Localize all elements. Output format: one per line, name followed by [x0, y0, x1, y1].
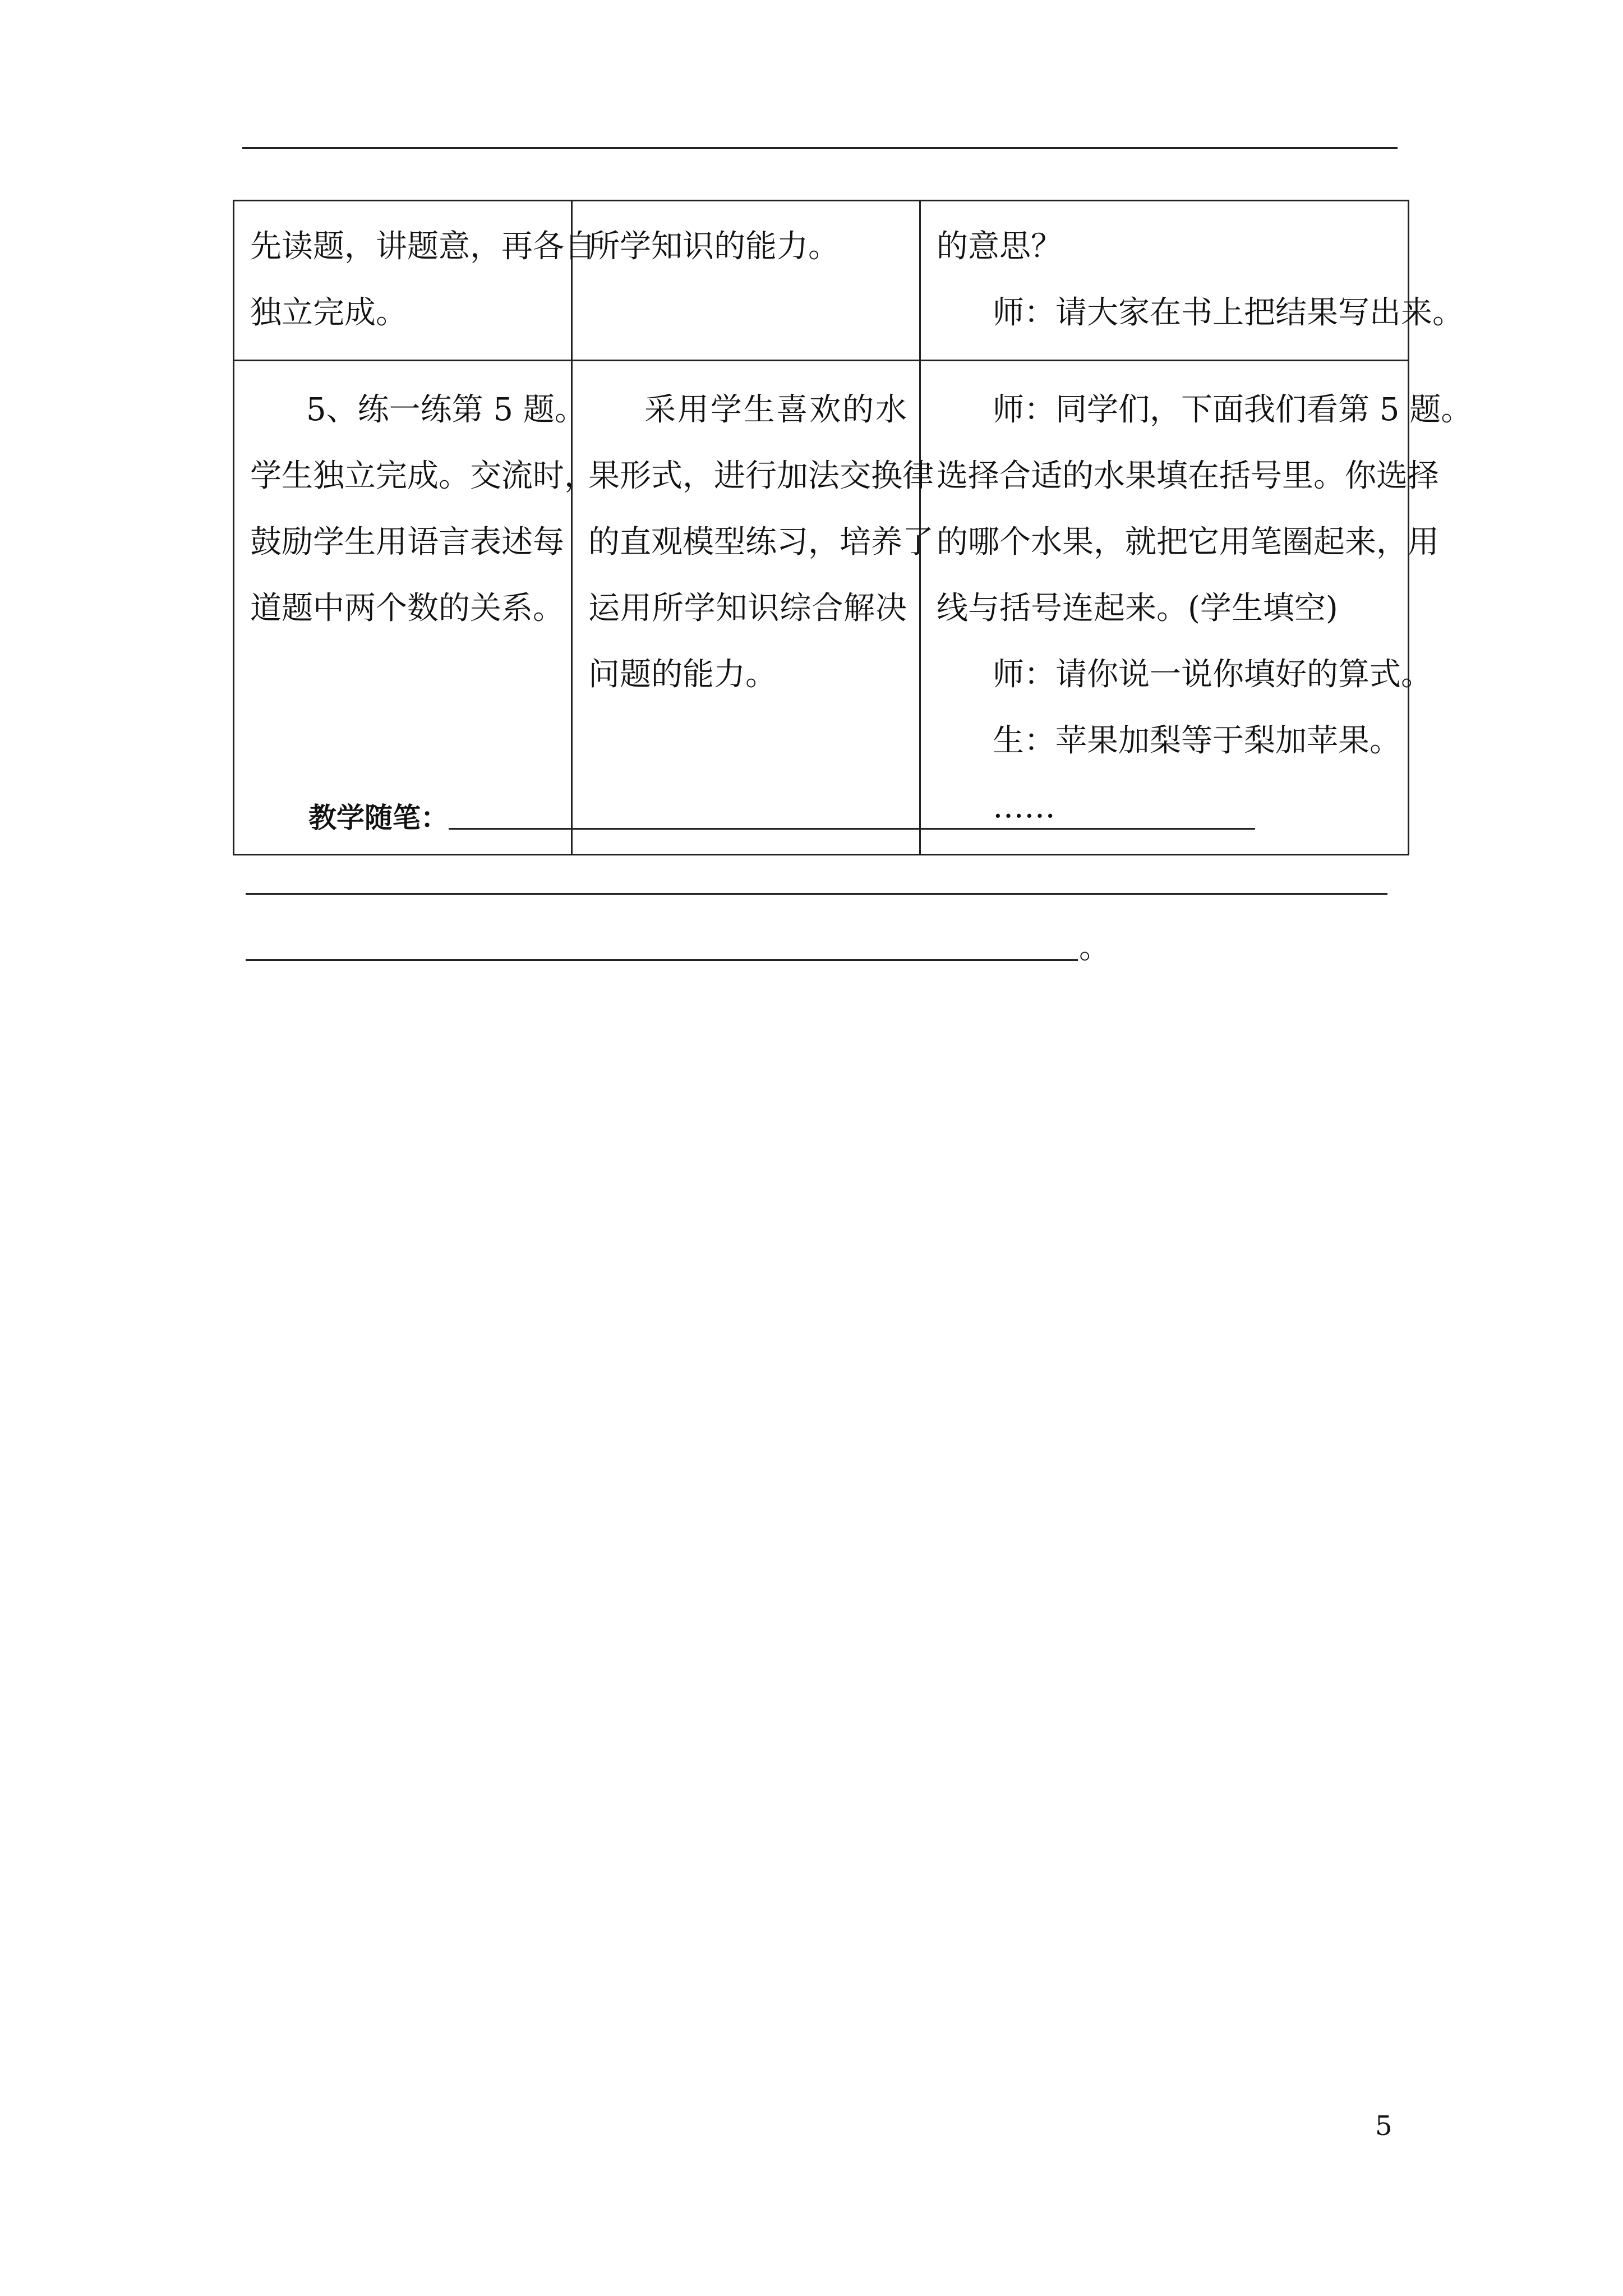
table-cell-dialogue: [920, 201, 1464, 361]
notes-blank-line: [246, 893, 1387, 895]
cell-line: 生：苹果加梨等于梨加苹果。: [993, 723, 1401, 759]
table-cell-activity: [234, 201, 596, 361]
notes-blank-line: [449, 828, 1255, 830]
cell-line: 师：请大家在书上把结果写出来。: [993, 295, 1464, 331]
table-cell-purpose: [572, 361, 934, 855]
cell-line: 果形式，进行加法交换律: [588, 458, 934, 494]
table-row: [234, 201, 1409, 361]
cell-line: 鼓励学生用语言表述每: [250, 524, 564, 560]
cell-line: 问题的能力。: [588, 656, 777, 693]
table-cell-dialogue: [920, 361, 1473, 855]
cell-line: 选择合适的水果填在括号里。你选择: [937, 458, 1439, 494]
table-cell-activity: [234, 361, 596, 855]
table-cell-purpose: [572, 201, 920, 361]
cell-line: 5、练一练第 5 题。: [306, 392, 586, 428]
cell-line: 学生独立完成。交流时，: [250, 458, 596, 494]
cell-line: 师：同学们，下面我们看第 5 题。: [993, 392, 1473, 428]
cell-line: 先读题，讲题意，再各自: [250, 228, 596, 265]
header-rule: [242, 147, 1398, 149]
cell-line: 线与括号连起来。(学生填空): [937, 590, 1338, 627]
page-number: 5: [1375, 2110, 1393, 2142]
cell-line: 道题中两个数的关系。: [250, 590, 564, 627]
notes-end-mark: 。: [1079, 930, 1110, 966]
cell-line: 采用学生喜欢的水: [644, 392, 907, 428]
lesson-plan-table: [233, 200, 1473, 855]
cell-line: ……: [993, 789, 1055, 825]
cell-line: 所学知识的能力。: [588, 228, 840, 265]
notes-blank-line: [246, 959, 1078, 961]
notes-label: 教学随笔：: [308, 802, 449, 834]
cell-line: 的直观模型练习，培养了: [588, 524, 934, 560]
cell-line: 的意思？: [937, 228, 1062, 265]
table-row: [234, 361, 1409, 855]
cell-line: 运用所学知识综合解决: [588, 590, 907, 627]
cell-line: 的哪个水果，就把它用笔圈起来，用: [937, 524, 1439, 560]
cell-line: 独立完成。: [250, 295, 407, 331]
cell-line: 师：请你说一说你填好的算式。: [993, 656, 1432, 693]
